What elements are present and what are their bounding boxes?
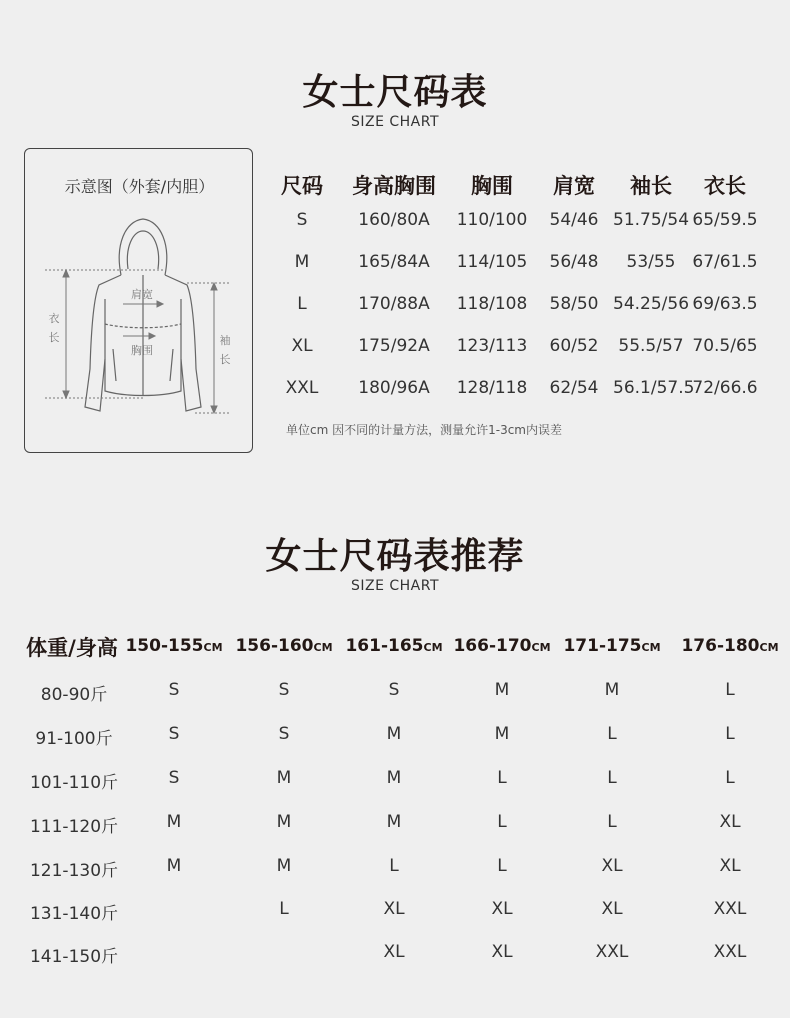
size-cell: XL — [719, 812, 741, 832]
column-header: 171-175CM — [563, 636, 661, 656]
size-cell: XL — [601, 856, 623, 876]
shoulder-label: 肩宽 — [131, 288, 153, 301]
header-chest: 胸围 — [471, 174, 513, 198]
sleeve-label-1: 袖 — [219, 334, 231, 347]
table-cell: 70.5/65 — [692, 336, 758, 356]
table-cell: S — [296, 210, 308, 230]
size-cell: M — [386, 812, 402, 832]
header-size: 尺码 — [281, 174, 323, 198]
recommendation-subtitle: SIZE CHART — [350, 578, 440, 594]
column-header: 150-155CM — [125, 636, 223, 656]
table-cell: 114/105 — [456, 252, 528, 272]
size-cell: XXL — [713, 942, 747, 962]
table-cell: 55.5/57 — [618, 336, 684, 356]
size-chart-title: 女士尺码表 — [302, 72, 488, 113]
size-cell: M — [386, 768, 402, 788]
table-cell: 165/84A — [358, 252, 430, 272]
table-cell: 56/48 — [549, 252, 599, 272]
size-cell: XL — [719, 856, 741, 876]
table-cell: 110/100 — [456, 210, 528, 230]
jacket-outline-illustration — [25, 149, 254, 454]
jacket-diagram-panel — [24, 148, 253, 453]
table-cell: 118/108 — [456, 294, 528, 314]
table-cell: 53/55 — [626, 252, 676, 272]
column-header: 166-170CM — [453, 636, 551, 656]
table-cell: 58/50 — [549, 294, 599, 314]
size-cell: L — [725, 680, 735, 700]
size-cell: M — [276, 768, 292, 788]
size-cell: S — [278, 680, 290, 700]
table-cell: 54.25/56 — [613, 294, 690, 314]
size-cell: L — [725, 768, 735, 788]
header-shoulder: 肩宽 — [553, 174, 595, 198]
table-cell: 175/92A — [358, 336, 430, 356]
size-cell: L — [279, 899, 289, 919]
size-cell: L — [389, 856, 399, 876]
size-cell: L — [607, 768, 617, 788]
header-height-chest: 身高胸围 — [352, 174, 436, 198]
header-sleeve: 袖长 — [630, 174, 672, 198]
table-cell: XL — [291, 336, 313, 356]
column-header: 161-165CM — [345, 636, 443, 656]
table-cell: XXL — [285, 378, 319, 398]
column-header: 156-160CM — [235, 636, 333, 656]
table-cell: L — [297, 294, 307, 314]
table-cell: 180/96A — [358, 378, 430, 398]
table-cell: 65/59.5 — [692, 210, 758, 230]
weight-label: 80-90斤 — [40, 685, 108, 705]
size-cell: M — [386, 724, 402, 744]
size-cell: L — [497, 768, 507, 788]
size-cell: L — [497, 856, 507, 876]
size-cell: M — [276, 856, 292, 876]
weight-label: 111-120斤 — [29, 817, 119, 837]
table-cell: 69/63.5 — [692, 294, 758, 314]
size-cell: XL — [601, 899, 623, 919]
table-cell: 123/113 — [456, 336, 528, 356]
corner-header: 体重/身高 — [26, 636, 118, 660]
header-length: 衣长 — [704, 174, 746, 198]
chest-label: 胸围 — [131, 344, 153, 357]
size-cell: L — [607, 724, 617, 744]
size-cell: M — [166, 812, 182, 832]
size-cell: XXL — [595, 942, 629, 962]
table-cell: 62/54 — [549, 378, 599, 398]
length-label-1: 衣 — [48, 312, 60, 325]
table-cell: 67/61.5 — [692, 252, 758, 272]
table-cell: 60/52 — [549, 336, 599, 356]
weight-label: 101-110斤 — [29, 773, 119, 793]
size-cell: XL — [383, 942, 405, 962]
size-cell: XL — [491, 942, 513, 962]
size-cell: S — [168, 768, 180, 788]
size-cell: L — [497, 812, 507, 832]
size-cell: S — [278, 724, 290, 744]
table-cell: 72/66.6 — [692, 378, 758, 398]
weight-label: 91-100斤 — [35, 729, 113, 749]
column-header: 176-180CM — [681, 636, 779, 656]
size-cell: XL — [383, 899, 405, 919]
table-cell: 170/88A — [358, 294, 430, 314]
size-cell: M — [494, 724, 510, 744]
size-cell: M — [494, 680, 510, 700]
table-cell: 54/46 — [549, 210, 599, 230]
size-cell: S — [388, 680, 400, 700]
table-cell: 56.1/57.5 — [613, 378, 695, 398]
table-cell: M — [294, 252, 310, 272]
weight-label: 131-140斤 — [29, 904, 119, 924]
size-cell: M — [276, 812, 292, 832]
size-cell: L — [725, 724, 735, 744]
size-cell: S — [168, 680, 180, 700]
size-chart-subtitle: SIZE CHART — [350, 114, 440, 130]
size-cell: XL — [491, 899, 513, 919]
weight-label: 141-150斤 — [29, 947, 119, 967]
size-cell: S — [168, 724, 180, 744]
table-cell: 160/80A — [358, 210, 430, 230]
table-cell: 128/118 — [456, 378, 528, 398]
recommendation-title: 女士尺码表推荐 — [265, 536, 525, 577]
weight-label: 121-130斤 — [29, 861, 119, 881]
diagram-caption: 示意图（外套/内胆） — [64, 177, 215, 196]
size-cell: M — [166, 856, 182, 876]
size-cell: XXL — [713, 899, 747, 919]
size-cell: M — [604, 680, 620, 700]
length-label-2: 长 — [48, 331, 60, 344]
table-cell: 51.75/54 — [613, 210, 690, 230]
measurement-note: 单位cm 因不同的计量方法，测量允许1-3cm内误差 — [286, 423, 562, 437]
sleeve-label-2: 长 — [219, 353, 231, 366]
size-cell: L — [607, 812, 617, 832]
